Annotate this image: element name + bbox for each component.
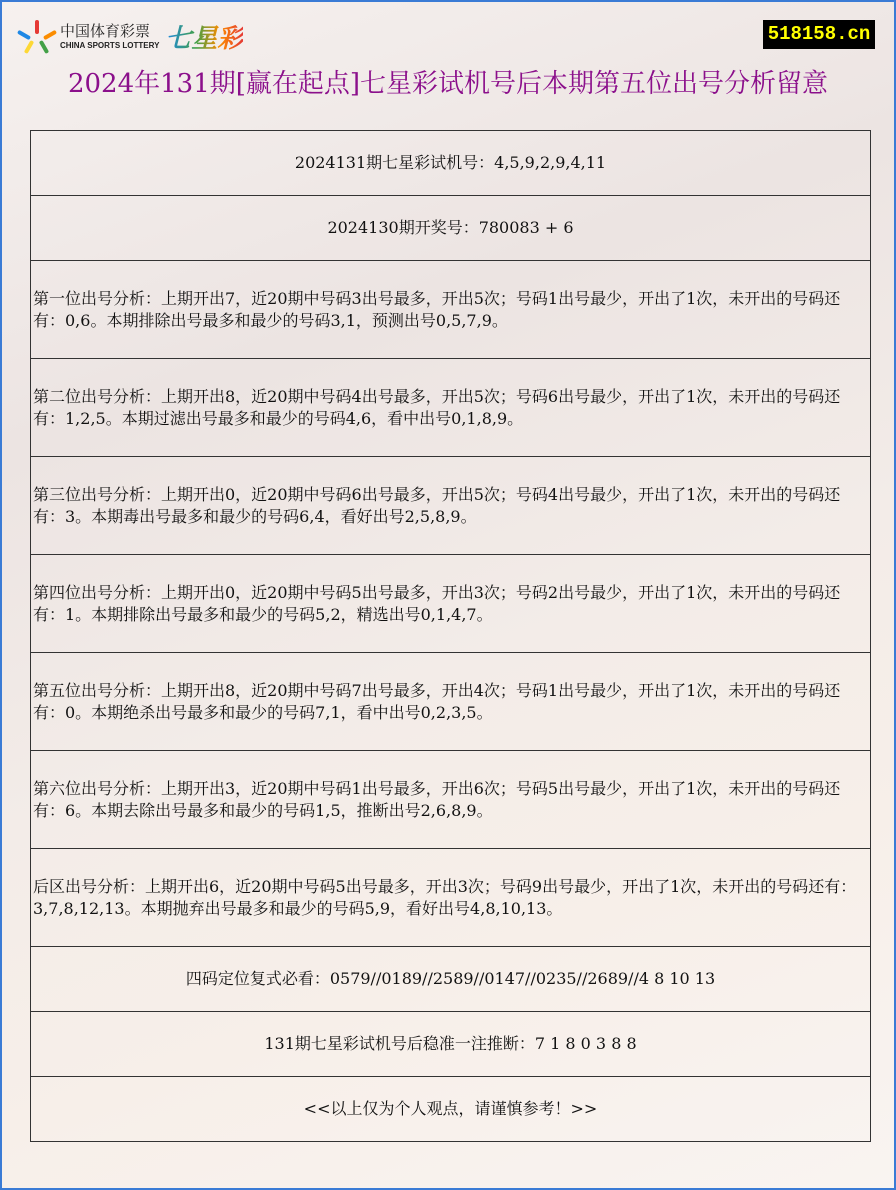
lottery-logo xyxy=(20,18,243,55)
draw-result-cell: 2024130期开奖号：780083 + 6 xyxy=(31,196,871,261)
table-row xyxy=(31,196,871,261)
position-6-analysis: 第六位出号分析：上期开出3，近20期中号码1出号最多，开出6次；号码5出号最少，开出了1次，未开出的号码还有：6。本期去除出号最多和最少的号码1,5，推断出号2,6,8,9。 xyxy=(31,751,871,849)
position-5-analysis: 第五位出号分析：上期开出8，近20期中号码7出号最多，开出4次；号码1出号最少，开出了1次，未开出的号码还有：0。本期绝杀出号最多和最少的号码7,1，看中出号0,2,3,5。 xyxy=(31,653,871,751)
analysis-table xyxy=(30,130,871,1142)
position-2-analysis: 第二位出号分析：上期开出8，近20期中号码4出号最多，开出5次；号码6出号最少，开出了1次，未开出的号码还有：1,2,5。本期过滤出号最多和最少的号码4,6，看中出号0,1,8,9。 xyxy=(31,359,871,457)
table-row xyxy=(31,261,871,359)
position-1-analysis: 第一位出号分析：上期开出7，近20期中号码3出号最多，开出5次；号码1出号最少，开出了1次，未开出的号码还有：0,6。本期排除出号最多和最少的号码3,1，预测出号0,5,7,9。 xyxy=(31,261,871,359)
trial-number-cell: 2024131期七星彩试机号：4,5,9,2,9,4,11 xyxy=(31,131,871,196)
back-zone-analysis: 后区出号分析：上期开出6，近20期中号码5出号最多，开出3次；号码9出号最少，开出了1次，未开出的号码还有：3,7,8,12,13。本期抛弃出号最多和最少的号码5,9，看好出号4,8,10,13。 xyxy=(31,849,871,947)
page-title: 2024年131期[赢在起点]七星彩试机号后本期第五位出号分析留意 xyxy=(67,69,829,99)
table-row xyxy=(31,457,871,555)
brand-name: 七星彩 xyxy=(165,18,243,55)
position-4-analysis: 第四位出号分析：上期开出0，近20期中号码5出号最多，开出3次；号码2出号最少，开出了1次，未开出的号码还有：1。本期排除出号最多和最少的号码5,2，精选出号0,1,4,7。 xyxy=(31,555,871,653)
four-code-combo: 四码定位复式必看：0579//0189//2589//0147//0235//2689//4 8 10 13 xyxy=(31,947,871,1012)
table-row xyxy=(31,751,871,849)
logo-en-text: CHINA SPORTS LOTTERY xyxy=(60,40,160,50)
site-badge[interactable]: 518158.cn xyxy=(763,20,875,49)
table-row xyxy=(31,131,871,196)
table-row xyxy=(31,1077,871,1142)
logo-star-icon xyxy=(20,20,54,54)
prediction-cell: 131期七星彩试机号后稳准一注推断：7 1 8 0 3 8 8 xyxy=(31,1012,871,1077)
table-row xyxy=(31,555,871,653)
position-3-analysis: 第三位出号分析：上期开出0，近20期中号码6出号最多，开出5次；号码4出号最少，开出了1次，未开出的号码还有：3。本期毒出号最多和最少的号码6,4，看好出号2,5,8,9。 xyxy=(31,457,871,555)
table-row xyxy=(31,849,871,947)
logo-cn-text: 中国体育彩票 xyxy=(60,21,151,40)
table-row xyxy=(31,1012,871,1077)
table-row xyxy=(31,653,871,751)
table-row xyxy=(31,359,871,457)
table-row xyxy=(31,947,871,1012)
disclaimer-cell: <<以上仅为个人观点，请谨慎参考！>> xyxy=(31,1077,871,1142)
